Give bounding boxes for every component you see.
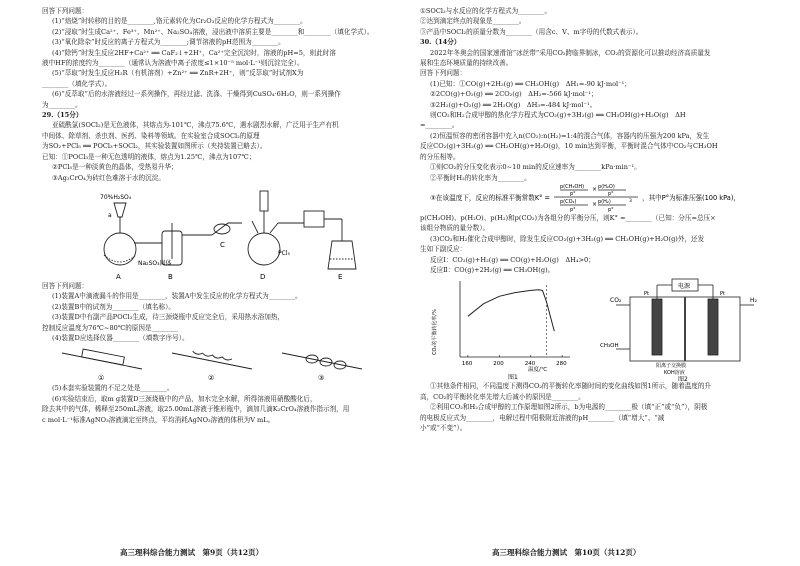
text-line: 反应CO₂(g)+3H₂(g) ══ CH₃OH(g)+H₂O(g)，10 min达到平衡，平衡时混合气体中CO₂与CH₃OH — [420, 142, 718, 151]
ch3oh-label: CH₃OH — [600, 343, 619, 350]
flask-e — [328, 241, 356, 269]
text-line: 为________。 — [42, 100, 82, 109]
text-line: p(CH₃OH)、p(H₂O)、p(H₂)和p(CO₂)为各组分的平衡分压，则K° =________（已知：分压=总压× — [420, 213, 716, 222]
round-bottom-flask — [104, 233, 136, 265]
frac-exp: 3 — [629, 198, 632, 204]
text-line: ②达到滴定终点的现象是________。 — [420, 17, 526, 26]
label-A: A — [116, 272, 121, 281]
electrode-left — [652, 299, 662, 355]
text-line: (2)装置B中的试剂为________（填名称）。 — [52, 302, 175, 311]
text-line: ③2H₂(g)+O₂(g) ══ 2H₂O(g) ΔH₃=-484 kJ·mol⁻¹。 — [430, 100, 597, 109]
option-3: ③ — [318, 374, 325, 383]
text-line: ________（填化学式）。 — [42, 79, 112, 88]
text-line: 除去其中的气体，稀释至250mL溶液，取25.00mL溶液于锥形瓶中，滴加几滴K₂CrO₄溶液作指示剂，用 — [42, 405, 350, 414]
frac-d2: p° — [608, 190, 614, 197]
text-line: (1)“焙烧”时转移的目的是________,铬元素转化为Cr₂O₃反应的化学方程式为________。 — [52, 17, 307, 26]
apparatus-figure — [42, 183, 388, 281]
condenser-options — [42, 343, 388, 383]
kp-formula — [420, 183, 780, 213]
text-line: 回答下列问题： — [42, 7, 89, 15]
electrode-right — [708, 299, 718, 355]
power-label: 电源 — [678, 283, 691, 291]
text-line: ①则CO₂的分压变化表示0~10 min的反应速率为________kPa·min⁻¹。 — [430, 163, 641, 172]
text-line: (1)已知：①CO(g)+2H₂(g) ══ CH₃OH(g) ΔH₁=-90 kJ·mol⁻¹； — [430, 79, 631, 88]
membrane-label: 阳离子交换膜 — [656, 363, 687, 370]
text-line: ③产品中SOCl₂的质量分数为________（用含c、V、m字母的代数式表示）。 — [420, 27, 643, 36]
text-line: ②2CO(g)+O₂(g) ══ 2CO₂(g) ΔH₂=-566 kJ·mol⁻¹； — [430, 90, 598, 99]
koh-label: KOH溶液 — [664, 370, 685, 377]
text-line: 亚硫酰氯(SOCl₂)是无色液体，其熔点为-101℃，沸点75.6℃，遇水剧烈水解，广泛用于生产有机 — [52, 121, 339, 130]
frac-d1: p° — [570, 190, 576, 197]
chart-and-cell — [420, 275, 780, 381]
chart-x-tick: 280 — [556, 361, 567, 368]
text-line: ②利用CO₂和H₂合成甲醇的工作原理如图2所示，b为电源的________极（填“正”或“负”），阴极 — [430, 403, 708, 412]
label-D: D — [260, 272, 266, 281]
text-line: 则CO₂和H₂合成甲醇的热化学方程式为CO₂(g)+3H₂(g) ══ CH₃OH(g)+H₂O(g) ΔH — [430, 111, 686, 120]
text-line: ①其他条件相同，不同温度下测得CO₂的平衡转化率随时间的变化曲线如图1所示，随着温度的升 — [430, 382, 712, 391]
option-2: ② — [208, 374, 215, 383]
label-pcl5: PCl₅ — [278, 249, 290, 257]
svg-text:×: × — [592, 200, 598, 208]
text-line: 生如下副反应： — [420, 245, 467, 254]
page-footer: 高三理科综合能力测试 第9页（共12页） — [120, 548, 264, 557]
apparatus-diagram — [42, 183, 388, 281]
frac-n2: p(H₂O) — [598, 183, 615, 190]
label-B: B — [168, 272, 173, 281]
text-line: 反应Ⅰ：CO₂(g)+H₂(g) ══ CO(g)+H₂O(g) ΔH₄>0； — [430, 255, 595, 264]
text-line: 高，CO₂的平衡转化率先增大后减小的原因是________。 — [420, 392, 585, 401]
text-line: ②平衡时H₂的转化率为________。 — [430, 173, 531, 182]
text-line: (5)本套实验装置的不足之处是________。 — [52, 384, 174, 393]
text-line: ③Ag₂CrO₄为砖红色难溶于水的沉淀。 — [52, 173, 165, 182]
text-line: (5)“萃取”时发生反应H₂R（有机溶剂）+Zn²⁺ ══ ZnR+2H⁺，则“反萃取”时试剂X为 — [52, 69, 304, 78]
dropping-funnel — [114, 203, 126, 217]
text-line: 控制反应温度为76℃~80℃的原因是________ — [42, 323, 178, 332]
label-E: E — [338, 272, 343, 281]
text-line: (1)装置A中滴液漏斗的作用是________，装置A中发生反应的化学方程式为________。 — [52, 292, 302, 301]
label-solid: Na₂SO₃固体 — [138, 259, 172, 267]
text-line: (3)装置D中有副产品POCl₃生成，待三颈烧瓶中反应完全后，采用热水浴加热， — [52, 313, 285, 322]
text-line: (6)实验结束后，取m g装置D三颈烧瓶中的产品，加水完全水解，所得溶液用硝酸酸化后， — [52, 394, 317, 403]
frac-n4: p(H₂) — [598, 198, 611, 205]
svg-text:×: × — [592, 185, 598, 193]
text-line: 展和生态环境质量的持续改善。 — [420, 59, 513, 68]
chart-series-line — [468, 290, 554, 331]
chart-x-tick: 160 — [461, 361, 473, 368]
text-line: 小”或“不变”）。 — [420, 423, 467, 432]
kp-formula-svg — [420, 183, 780, 213]
label-acid: 70%H₂SO₄ — [100, 193, 132, 201]
text-line: 的电极反应式为________，电解过程中阳极附近溶液的pH________（填“增大”、“减 — [420, 413, 665, 422]
chart-x-tick: 200 — [493, 361, 504, 368]
figures-row — [420, 275, 780, 381]
option-1: ① — [98, 374, 105, 383]
right-page — [400, 0, 800, 566]
text-line: 回答下列问题： — [42, 281, 89, 290]
text-line: 中间体、除草剂、杀虫剂、医药、染料等领域。在实验室合成SOCl₂的原理 — [42, 131, 260, 140]
three-neck-flask — [248, 233, 280, 265]
pt-right: Pt — [720, 291, 725, 298]
text-line: (4)“除钙”时发生反应2HF+Ca²⁺ ══ CaF₂↓+2H⁺，Ca²⁺完全沉淀时，溶液的pH=5，则此时溶 — [52, 48, 336, 57]
condenser-3 — [282, 353, 362, 369]
condenser-diagram — [42, 343, 388, 383]
text-line: 该组分物质的量分数）。 — [420, 224, 490, 233]
label-a: a — [108, 211, 112, 219]
text-line: (6)“反萃取”后的水溶液经过一系列操作，再经过滤、洗涤、干燥得到CuSO₄·6H₂O，则一系列操作 — [52, 90, 341, 99]
chart-x-label: 温度/℃ — [528, 367, 548, 374]
text-line: 已知：①POCl₃是一种无色透明的液体，熔点为1.25℃，沸点为107℃； — [42, 152, 256, 161]
text-line: ①SOCl₂与水反应的化学方程式为________。 — [420, 7, 552, 15]
frac-n3: p(CO₂) — [560, 198, 577, 205]
text-line: ②PCl₅是一种淡黄色的晶体，受热易升华； — [52, 163, 178, 172]
text-line: 反应Ⅱ：CO(g)+2H₂(g) ══ CH₃OH(g)。 — [430, 265, 555, 274]
text-line: 的分压相等。 — [420, 152, 460, 161]
cell-caption: 图2 — [678, 376, 688, 382]
co2-label: CO₂ — [610, 297, 622, 305]
text-line: 2022年冬奥会的国家速滑馆“冰丝带”采用CO₂跨临界制冰，CO₂的资源化可以推动经济高质量发 — [430, 48, 711, 57]
chart-y-label: CO₂的平衡转化率/% — [432, 309, 438, 356]
question-29-title: 29.（15分） — [42, 111, 83, 120]
text-line: (3)CO₂和H₂催化合成甲醇时，除发生反应CO₂(g)+3H₂(g) ══ CH₃OH(g)+H₂O(g)外，还发 — [430, 234, 705, 243]
h2-label: H₂ — [750, 297, 757, 305]
frac-d3: p° — [570, 206, 576, 213]
text-line: 回答下列问题： — [420, 69, 467, 78]
question-30-title: 30.（14分） — [420, 38, 461, 47]
text-line: (3)“氧化除杂”时反应的离子方程式为________;调节溶液的pH范围为________。 — [52, 38, 285, 47]
text-line: (2)恒温恒容的密闭容器中充入n(CO₂):n(H₂)=1:4的混合气体，容器内的压强为200 kPa，发生 — [430, 131, 710, 140]
kp-suffix: ，其中P°为标准压强(100 kPa)， — [642, 193, 740, 202]
kp-label: ③在该温度下，反应的标准平衡常数K° = — [430, 193, 551, 202]
text-line: c mol·L⁻¹标准AgNO₃溶液滴定至终点，平均消耗AgNO₃溶液的体积为V mL。 — [42, 415, 275, 424]
frac-d4: p° — [608, 206, 614, 213]
pt-left: Pt — [644, 291, 649, 298]
text-line: =________。 — [420, 121, 459, 130]
text-line: (2)“浸取”时生成Ca²⁺、Fe³⁺、Mn²⁺、Na₂SO₄溶液，浸出液中溶质主要是________和________（填化学式）。 — [52, 27, 374, 36]
text-line: (4)装置D应选择仪器________（填数字序号）。 — [52, 333, 189, 342]
label-C: C — [220, 240, 225, 249]
frac-n1: p(CH₃OH) — [560, 183, 585, 190]
chart-caption: 图1 — [508, 374, 518, 382]
page-footer: 高三理科综合能力测试 第10页（共12页） — [492, 548, 641, 557]
text-line: 为SO₂+PCl₅ ══ POCl₃+SOCl₂，其实验装置如图所示（夹持装置已略去）。 — [42, 142, 267, 151]
chart-x-tick: 240 — [524, 361, 536, 368]
text-line: 液中HF的浓度约为________（通常认为溶液中离子浓度≤1×10⁻⁵ mol·L⁻¹则沉淀完全）。 — [42, 59, 304, 68]
